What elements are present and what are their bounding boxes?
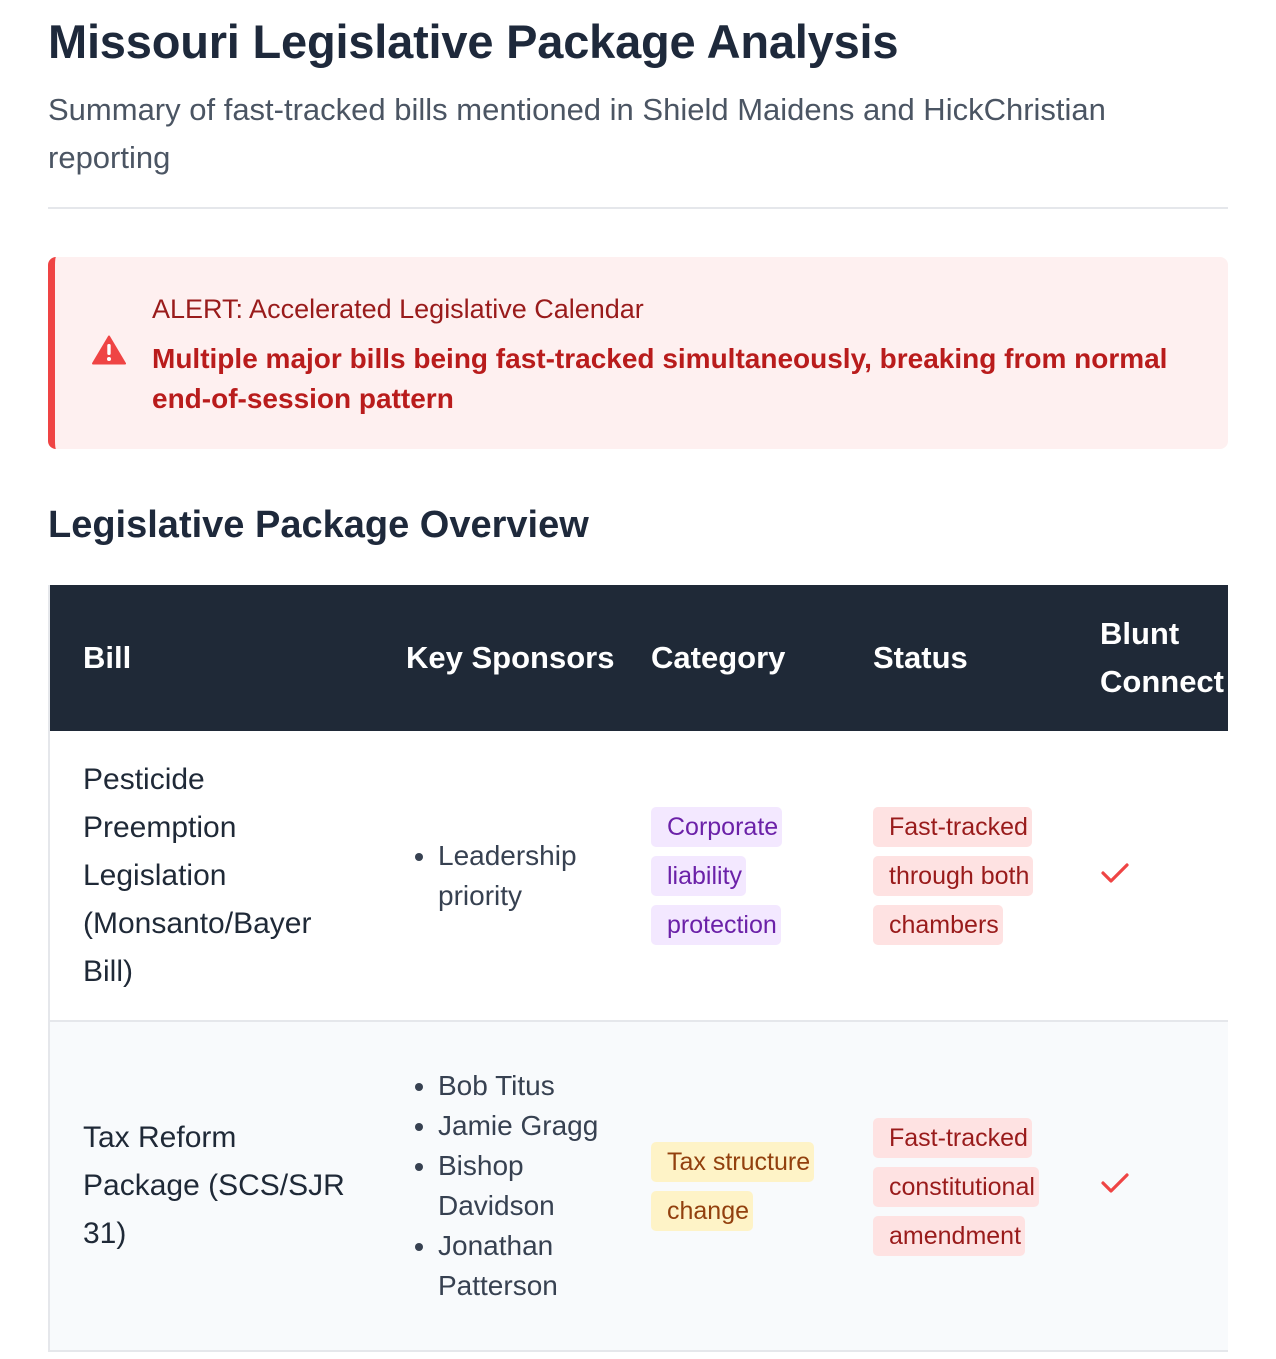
blunt-connection-cell bbox=[1067, 1021, 1228, 1351]
status-cell bbox=[840, 731, 1067, 1021]
sponsors-list bbox=[406, 836, 618, 916]
sponsor-item: • Jonathan Patterson bbox=[438, 1226, 618, 1306]
column-header-blunt-connection-label: Blunt Connect bbox=[1100, 616, 1224, 699]
column-header-sponsors: Key Sponsors bbox=[406, 640, 615, 675]
status-cell bbox=[840, 1021, 1067, 1351]
sponsor-item: • Bishop Davidson bbox=[438, 1146, 618, 1226]
status-tag: Fast-tracked through both chambers bbox=[873, 807, 1033, 945]
bill-name: Pesticide Preemption Legislation (Monsanto/Bayer Bill) bbox=[83, 762, 312, 988]
status-tag: Fast-tracked constitutional amendment bbox=[873, 1118, 1039, 1256]
column-header-status: Status bbox=[873, 640, 968, 675]
table-row bbox=[50, 1021, 1228, 1351]
alert-box bbox=[48, 257, 1228, 449]
category-tag: Tax structure change bbox=[651, 1142, 814, 1231]
blunt-connection-cell bbox=[1067, 731, 1228, 1021]
alert-message: Multiple major bills being fast-tracked simultaneously, breaking from normal end-of-session pattern bbox=[152, 343, 1168, 414]
category-tag: Corporate liability protection bbox=[651, 807, 782, 945]
divider bbox=[48, 207, 1228, 209]
column-header-category: Category bbox=[651, 640, 786, 675]
check-icon bbox=[1100, 861, 1130, 885]
sponsors-list bbox=[406, 1066, 618, 1306]
bills-table-container[interactable] bbox=[48, 585, 1228, 1352]
bill-name: Tax Reform Package (SCS/SJR 31) bbox=[83, 1121, 345, 1250]
sponsor-item: • Bob Titus bbox=[438, 1066, 618, 1106]
sponsors-cell bbox=[373, 731, 618, 1021]
column-header-bill: Bill bbox=[83, 640, 132, 675]
warning-triangle-icon bbox=[92, 335, 126, 365]
category-cell bbox=[618, 1021, 840, 1351]
bills-table bbox=[50, 585, 1228, 1352]
category-cell bbox=[618, 731, 840, 1021]
page-title: Missouri Legislative Package Analysis bbox=[48, 15, 899, 68]
table-header-row bbox=[50, 585, 1228, 731]
check-icon bbox=[1100, 1171, 1130, 1195]
page-subtitle: Summary of fast-tracked bills mentioned in Shield Maidens and HickChristian reporting bbox=[48, 92, 1106, 175]
table-row bbox=[50, 731, 1228, 1021]
sponsor-item: • Leadership priority bbox=[438, 836, 618, 916]
section-title: Legislative Package Overview bbox=[48, 504, 589, 546]
sponsor-item: • Jamie Gragg bbox=[438, 1106, 618, 1146]
alert-title: ALERT: Accelerated Legislative Calendar bbox=[152, 294, 644, 324]
sponsors-cell bbox=[373, 1021, 618, 1351]
column-header-blunt-connection bbox=[1067, 585, 1228, 731]
